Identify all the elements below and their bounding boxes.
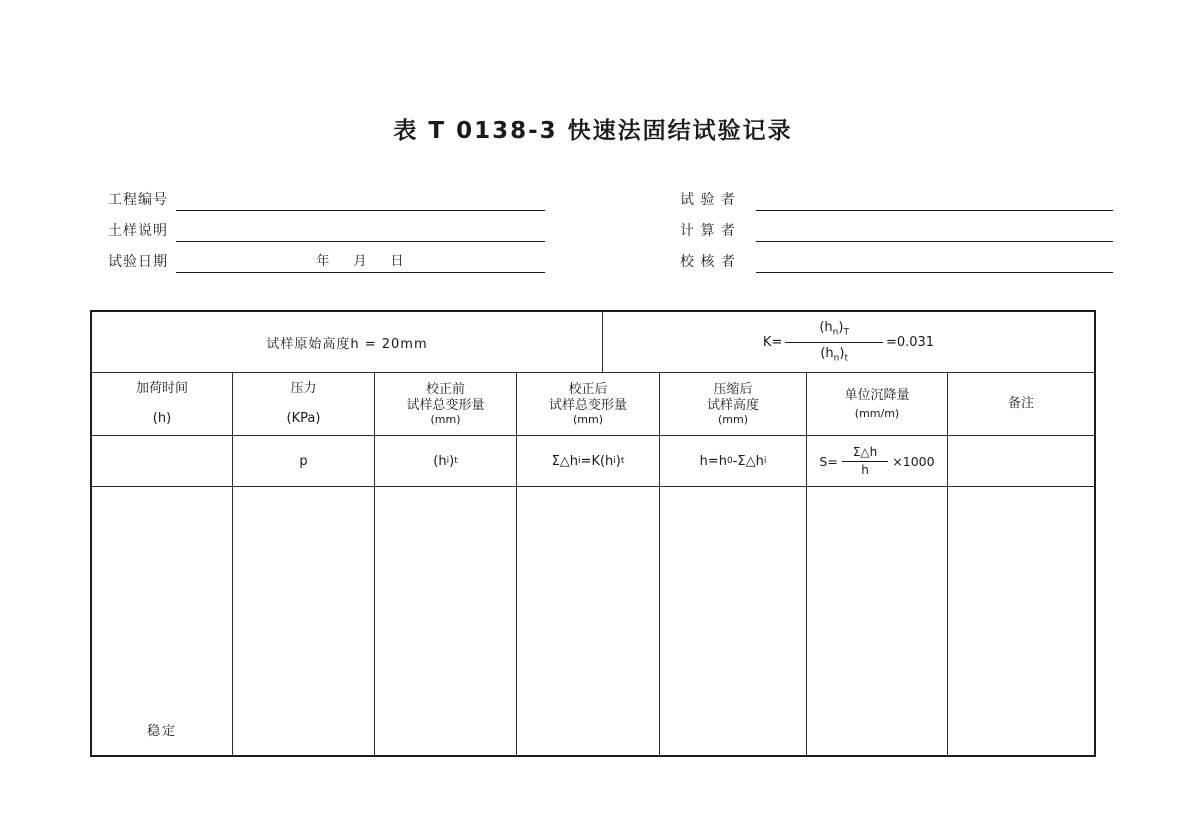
col-header-load-time bbox=[92, 373, 233, 435]
checker-label: 校 核 者 bbox=[680, 254, 736, 270]
k-formula-result: =0.031 bbox=[885, 334, 935, 350]
header-line: 试样总变形量 bbox=[406, 398, 485, 414]
form-right bbox=[680, 182, 1113, 275]
header-line: (KPa) bbox=[286, 410, 321, 426]
formula-deformation-after: Σ△h i =K(h i ) t bbox=[517, 436, 660, 486]
data-cell-height-after[interactable] bbox=[660, 487, 807, 755]
form-row-project-number bbox=[108, 182, 545, 211]
header-line: 校正前 bbox=[425, 381, 465, 397]
k-formula-fraction bbox=[785, 320, 883, 364]
col-header-deformation-before bbox=[375, 373, 517, 435]
project-number-label: 工程编号 bbox=[108, 192, 168, 208]
data-cell-remarks[interactable] bbox=[948, 487, 1094, 755]
formula-height-after: h=h 0 -Σ△h i bbox=[660, 436, 807, 486]
sample-height-cell: 试样原始高度h = 20mm bbox=[92, 312, 603, 372]
formula-deformation-before: (h i ) t bbox=[375, 436, 517, 486]
data-cell-deformation-after[interactable] bbox=[517, 487, 660, 755]
col-header-unit-settlement bbox=[807, 373, 948, 435]
header-unit: (mm) bbox=[430, 413, 461, 427]
form-row-checker bbox=[680, 244, 1113, 273]
test-date-label: 试验日期 bbox=[108, 254, 168, 270]
header-line: 压缩后 bbox=[713, 381, 753, 397]
form-row-soil-sample bbox=[108, 213, 545, 242]
formula-unit-settlement bbox=[807, 436, 948, 486]
header-line: 试样总变形量 bbox=[548, 398, 627, 414]
header-line: 单位沉降量 bbox=[844, 388, 910, 404]
s-formula-prefix: S= bbox=[819, 453, 838, 469]
s-formula-fraction bbox=[842, 445, 888, 477]
formula-remarks bbox=[948, 436, 1094, 486]
header-line: (h) bbox=[152, 410, 172, 426]
header-line: 校正后 bbox=[568, 381, 608, 397]
test-date-placeholder: 年 月 日 bbox=[316, 254, 405, 269]
project-number-field[interactable] bbox=[176, 182, 545, 211]
k-formula-prefix: K= bbox=[762, 334, 783, 350]
form-row-calculator bbox=[680, 213, 1113, 242]
header-unit: (mm/m) bbox=[854, 407, 900, 421]
k-formula-denominator: $(h_n)_t$ bbox=[820, 345, 848, 364]
header-line: 试样高度 bbox=[706, 398, 759, 414]
k-formula bbox=[763, 320, 934, 364]
header-line: 备注 bbox=[1007, 395, 1034, 411]
data-cell-load-time[interactable] bbox=[92, 487, 233, 755]
formula-pressure: p bbox=[233, 436, 375, 486]
col-header-height-after bbox=[660, 373, 807, 435]
col-header-deformation-after bbox=[517, 373, 660, 435]
tester-field[interactable] bbox=[756, 182, 1113, 211]
col-header-remarks bbox=[948, 373, 1094, 435]
soil-sample-label: 土样说明 bbox=[108, 223, 168, 239]
stable-label: 稳定 bbox=[146, 724, 177, 739]
page-title: 表 T 0138-3 快速法固结试验记录 bbox=[393, 118, 793, 144]
data-cell-unit-settlement[interactable] bbox=[807, 487, 948, 755]
form-left bbox=[108, 182, 545, 275]
table-header-row bbox=[92, 373, 1094, 436]
col-header-pressure bbox=[233, 373, 375, 435]
s-formula-numerator: Σ△h bbox=[842, 445, 888, 461]
table-body-row bbox=[92, 487, 1094, 755]
s-formula bbox=[819, 445, 934, 477]
formula-load-time bbox=[92, 436, 233, 486]
header-line: 压力 bbox=[290, 381, 317, 397]
soil-sample-field[interactable] bbox=[176, 213, 545, 242]
header-line: 加荷时间 bbox=[135, 381, 188, 397]
form-row-tester bbox=[680, 182, 1113, 211]
checker-field[interactable] bbox=[756, 244, 1113, 273]
test-date-field[interactable] bbox=[176, 244, 545, 273]
s-formula-denominator: h bbox=[861, 462, 869, 477]
s-formula-suffix: ×1000 bbox=[892, 453, 935, 469]
data-cell-pressure[interactable] bbox=[233, 487, 375, 755]
k-formula-numerator: $(h_n)_T$ bbox=[785, 320, 883, 342]
form-row-test-date bbox=[108, 244, 545, 273]
header-unit: (mm) bbox=[572, 413, 603, 427]
calculator-field[interactable] bbox=[756, 213, 1113, 242]
calculator-label: 计 算 者 bbox=[680, 223, 736, 239]
table-info-row bbox=[92, 312, 1094, 373]
k-coefficient-cell bbox=[603, 312, 1094, 372]
header-unit: (mm) bbox=[717, 413, 748, 427]
table-formula-row bbox=[92, 436, 1094, 487]
record-table bbox=[90, 310, 1096, 757]
tester-label: 试 验 者 bbox=[680, 192, 736, 208]
data-cell-deformation-before[interactable] bbox=[375, 487, 517, 755]
